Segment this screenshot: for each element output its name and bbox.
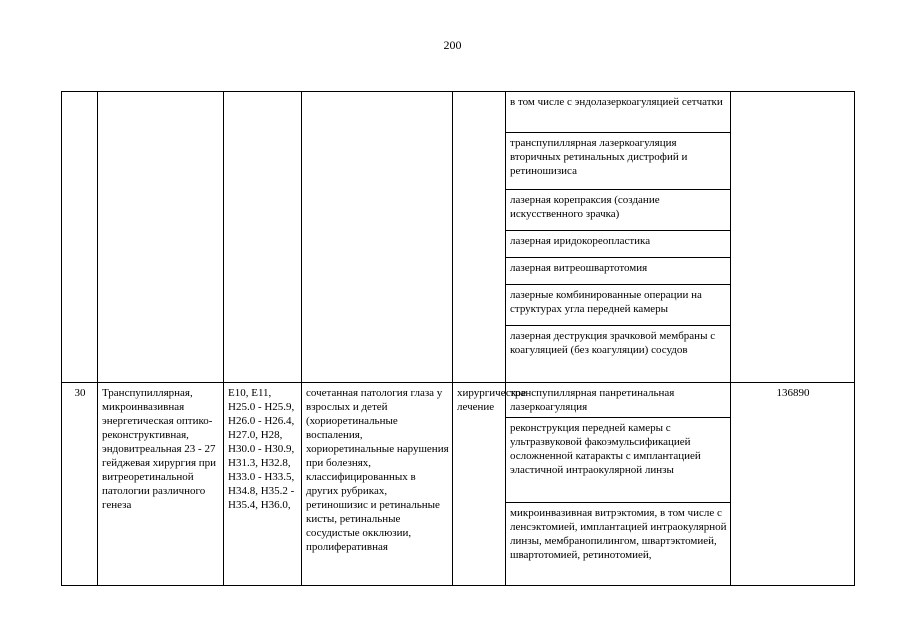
cell-price-empty bbox=[731, 92, 855, 383]
patient-model: сочетанная патология глаза у взрослых и детей (хориоретинальные воспаления, хориоретинальные нарушения при болезнях, классифицированных в других рубриках, ретиношизис и ретинальные кисты, ретинальные сосудистые окклюзии, пролиферативная bbox=[302, 383, 453, 586]
page-number: 200 bbox=[443, 38, 462, 52]
cell-codes-empty bbox=[224, 92, 302, 383]
care-type-name: Транспупиллярная, микроинвазивная энергетическая оптико-реконструктивная, эндовитреальная 23 - 27 гейджевая хирургия при витреоретинальной патологии различного генеза bbox=[98, 383, 224, 586]
cell-model-empty bbox=[302, 92, 453, 383]
method-item: транспупиллярная панретинальная лазеркоагуляция bbox=[506, 383, 730, 418]
table-row-continuation bbox=[62, 92, 855, 383]
icd-codes: E10, E11, H25.0 - H25.9, H26.0 - H26.4, H27.0, H28, H30.0 - H30.9, H31.3, H32.8, H33.0 - H33.5, H34.8, H35.2 - H35.4, H36.0, bbox=[224, 383, 302, 586]
cell-name-empty bbox=[98, 92, 224, 383]
price: 136890 bbox=[731, 383, 855, 586]
method-item: лазерные комбинированные операции на структурах угла передней камеры bbox=[506, 285, 730, 326]
method-item: микроинвазивная витрэктомия, в том числе с ленсэктомией, имплантацией интраокулярной линзы, мембранопилингом, швартэктомией, швартотомией, ретинотомией, bbox=[510, 507, 727, 561]
row-number: 30 bbox=[62, 383, 98, 586]
method-item: лазерная иридокореопластика bbox=[506, 231, 730, 258]
method-item: в том числе с эндолазеркоагуляцией сетчатки bbox=[506, 92, 730, 133]
care-types-table bbox=[61, 91, 855, 586]
method-item: лазерная витреошвартотомия bbox=[506, 258, 730, 285]
cell-treatment-empty bbox=[453, 92, 506, 383]
cell-methods bbox=[506, 383, 731, 586]
method-item: транспупиллярная лазеркоагуляция вторичных ретинальных дистрофий и ретиношизиса bbox=[506, 133, 730, 190]
method-item: лазерная корепраксия (создание искусственного зрачка) bbox=[506, 190, 730, 231]
method-item: реконструкция передней камеры с ультразвуковой факоэмульсификацией осложненной катаракты с имплантацией эластичной интраокулярной линзы bbox=[506, 418, 730, 503]
table-row-30 bbox=[62, 383, 855, 586]
cell-number-empty bbox=[62, 92, 98, 383]
method-item: лазерная деструкция зрачковой мембраны с коагуляцией (без коагуляции) сосудов bbox=[510, 330, 716, 356]
cell-methods bbox=[506, 92, 731, 383]
treatment-type: хирургическое лечение bbox=[453, 383, 506, 586]
